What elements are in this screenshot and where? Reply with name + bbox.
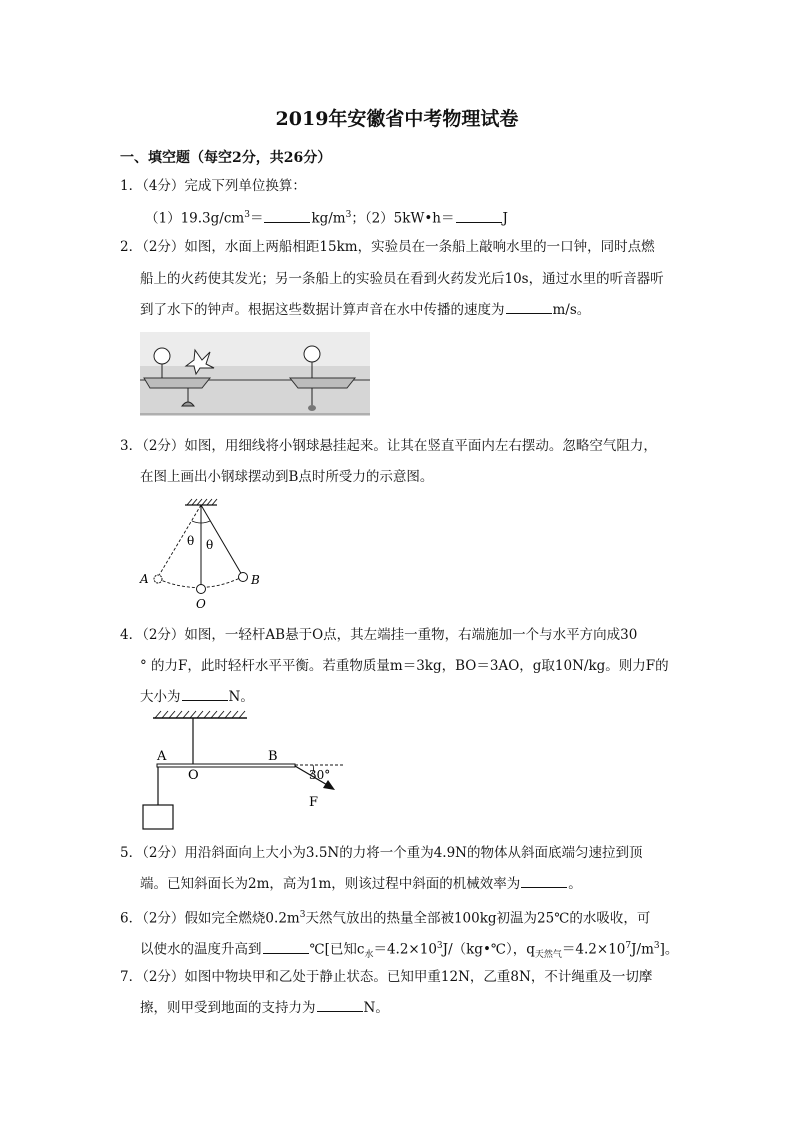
q6-text1b: 天然气放出的热量全部被100kg初温为25℃的水吸收，可	[305, 910, 651, 927]
q5-number: 5．	[120, 845, 143, 861]
q1-blank2[interactable]	[456, 210, 502, 223]
q4-number: 4．	[120, 627, 143, 643]
q6-text2b: ℃[已知c	[309, 941, 365, 958]
q5-period: 。	[568, 876, 582, 892]
q7-text1: （2分）如图中物块甲和乙处于静止状态。已知甲重12N，乙重8N，不计绳重及一切摩	[142, 969, 653, 985]
q3-number: 3．	[120, 438, 143, 454]
q2-boats-figure	[140, 332, 370, 416]
q3-label-o: O	[196, 597, 206, 611]
q4-label-b: B	[268, 749, 278, 764]
q2-sky	[140, 332, 370, 366]
q1-unit-j: J	[502, 210, 508, 227]
q4-label-f: F	[309, 795, 319, 810]
q3-ball-a	[154, 575, 162, 583]
q3-text1: （2分）如图，用细线将小钢球悬挂起来。让其在竖直平面内左右摆动。忽略空气阻力，	[142, 438, 657, 454]
q1-text: （4分）完成下列单位换算：	[142, 178, 306, 194]
q1-sup1: 3	[244, 210, 250, 220]
q2-boat-left	[144, 378, 210, 388]
q7-line1	[120, 968, 652, 986]
q3-line1	[120, 437, 657, 455]
q6-text2g: ]。	[659, 941, 679, 958]
q6-sup-exp7: 7	[625, 941, 632, 951]
section-heading: 一、填空题（每空2分，共26分）	[120, 150, 332, 166]
q1-part1-b: ＝	[249, 210, 264, 227]
q2-line2: 船上的火药使其发光；另一条船上的实验员在看到火药发光后10s，通过水里的听音器听	[140, 271, 664, 287]
q5-line2	[140, 875, 582, 893]
q4-ceiling-hatch	[155, 711, 245, 718]
q5-line1	[120, 844, 643, 862]
q6-sup-m3: 3	[299, 910, 306, 920]
q1-number: 1．	[120, 178, 143, 194]
q6-line2	[140, 937, 678, 964]
q3-pendulum-figure	[135, 495, 270, 613]
q4-line1	[120, 626, 637, 644]
q6-text2f: J/m	[631, 941, 654, 958]
page-title: 2019年安徽省中考物理试卷	[275, 108, 519, 130]
q6-sub-gas: 天然气	[534, 950, 562, 961]
q6-text2e: ＝4.2×10	[561, 941, 626, 958]
q2-listener	[308, 405, 316, 411]
q1-blank1[interactable]	[264, 210, 310, 223]
q4-text3: 大小为	[140, 689, 181, 705]
q3-theta-right: θ	[206, 538, 214, 552]
q3-string-left	[158, 505, 201, 577]
q2-boat-right	[290, 378, 355, 388]
q2-line1	[120, 238, 655, 256]
q3-ceiling-hatch	[187, 499, 217, 505]
q3-ball-o	[197, 585, 206, 594]
q7-blank[interactable]	[317, 999, 363, 1012]
q3-line2: 在图上画出小钢球摆动到B点时所受力的示意图。	[140, 469, 434, 485]
q7-line2	[140, 999, 389, 1017]
q2-person-right	[304, 346, 320, 362]
q1-part1-a: （1）19.3g/cm	[145, 210, 245, 227]
q6-text2c: ＝4.2×10	[373, 941, 437, 958]
q7-number: 7．	[120, 969, 143, 985]
q3-theta-left: θ	[187, 534, 195, 548]
q3-label-b: B	[251, 573, 260, 587]
q4-text1: （2分）如图，一轻杆AB悬于O点，其左端挂一重物，右端施加一个与水平方向成30	[142, 627, 638, 643]
q4-weight	[143, 805, 173, 829]
q6-number: 6．	[120, 910, 143, 927]
q1-line2	[145, 206, 508, 228]
q6-text1a: （2分）假如完全燃烧0.2m	[142, 910, 300, 927]
q4-line3	[140, 688, 254, 706]
q1-part2: ；（2）5kW•h＝	[351, 210, 455, 227]
q4-angle-label: 30°	[309, 768, 331, 782]
q4-lever-bar	[157, 764, 295, 767]
q6-line1	[120, 906, 650, 928]
q6-sup-exp3: 3	[436, 941, 443, 951]
q1-line1	[120, 177, 306, 195]
q4-unit: N。	[228, 689, 254, 705]
q2-line3	[140, 301, 590, 319]
q7-text2: 擦，则甲受到地面的支持力为	[140, 1000, 316, 1016]
q4-label-a: A	[157, 749, 167, 764]
q6-blank[interactable]	[263, 941, 309, 954]
q1-part1-c: kg/m	[311, 210, 346, 227]
q5-blank[interactable]	[521, 875, 567, 888]
q2-text3: 到了水下的钟声。根据这些数据计算声音在水中传播的速度为	[140, 302, 505, 318]
q2-text1: （2分）如图，水面上两船相距15km，实验员在一条船上敲响水里的一口钟，同时点燃	[142, 239, 655, 255]
q2-person-left	[154, 348, 170, 364]
q6-text2a: 以使水的温度升高到	[140, 941, 262, 958]
q4-label-o: O	[188, 768, 199, 783]
q6-text2d: J/（kg•℃），q	[442, 941, 535, 958]
q3-ball-b	[239, 573, 248, 582]
q2-unit: m/s。	[552, 302, 591, 318]
q2-number: 2．	[120, 239, 143, 255]
q1-sup2: 3	[345, 210, 352, 220]
q5-text1: （2分）用沿斜面向上大小为3.5N的力将一个重为4.9N的物体从斜面底端匀速拉到顶	[142, 845, 643, 861]
q7-unit: N。	[363, 1000, 389, 1016]
q4-line2: ° 的力F，此时轻杆水平平衡。若重物质量m＝3kg，BO＝3AO，g取10N/kg。则力F的	[140, 658, 669, 674]
q3-label-a: A	[140, 572, 149, 586]
q6-sup-m3b: 3	[653, 941, 660, 951]
q6-sub-water: 水	[364, 950, 374, 961]
q4-blank[interactable]	[182, 688, 228, 701]
q2-blank[interactable]	[506, 301, 552, 314]
q4-lever-figure	[135, 708, 350, 833]
q5-text2: 端。已知斜面长为2m，高为1m，则该过程中斜面的机械效率为	[140, 876, 521, 892]
